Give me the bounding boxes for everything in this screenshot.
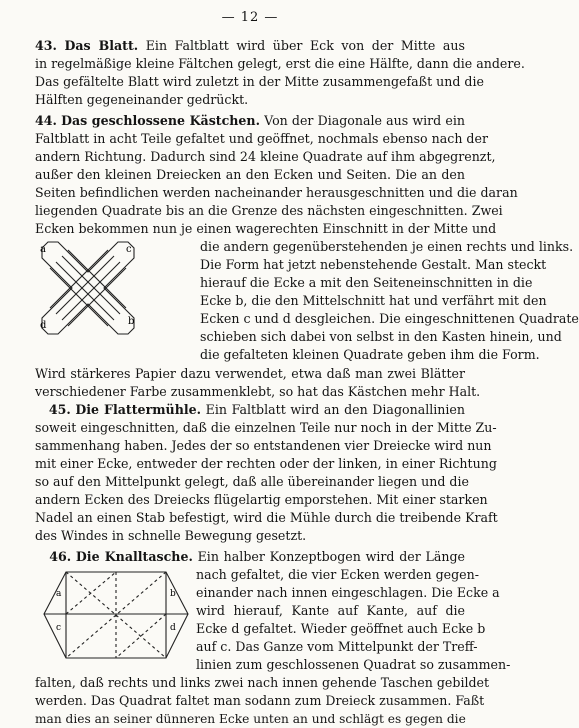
s43-line-4: Hälften gegeneinander gedrückt. xyxy=(35,92,249,107)
s43-number: 43. xyxy=(35,38,57,53)
s45-number: 45. xyxy=(48,402,71,417)
fig44-label-d: d xyxy=(40,320,47,331)
s44-line-10: hierauf die Ecke a mit den Seiteneinschnitten in die xyxy=(200,275,533,290)
s45-line-8: des Windes in schnelle Bewegung gesetzt. xyxy=(35,528,307,543)
fig46-label-c: c xyxy=(56,623,62,633)
s45-line-3: sammenhang haben. Jedes der so entstandenen vier Dreiecke wird nun xyxy=(35,438,492,453)
s46-line-10: man dies an seiner dünneren Ecke unten an und schlägt es gegen die xyxy=(35,712,466,726)
s43-line-1: 43. Das Blatt. Ein Faltblatt wird über Eck von der Mitte aus xyxy=(35,38,465,53)
s44-line-4: außer den kleinen Dreiecken an den Ecken und Seiten. Die an den xyxy=(35,167,465,182)
fig44-label-b: b xyxy=(128,316,135,327)
s46-line-7: linien zum geschlossenen Quadrat so zusammen- xyxy=(196,657,511,672)
s45-line-7: Nadel an einen Stab befestigt, wird die Mühle durch die treibende Kraft xyxy=(35,510,498,525)
page-number: — 12 — xyxy=(221,10,279,25)
s44-line-2: Faltblatt in acht Teile gefaltet und geöffnet, nochmals ebenso nach der xyxy=(35,131,488,146)
s45-line-5: so auf den Mittelpunkt gelegt, daß alle übereinander liegen und die xyxy=(35,474,469,489)
s46-line-5: Ecke d gefaltet. Wieder geöffnet auch Ecke b xyxy=(196,621,486,636)
s46-line-4: wird hierauf, Kante auf Kante, auf die xyxy=(196,603,465,618)
s44-line-14: die gefalteten kleinen Quadrate geben ihm die Form. xyxy=(200,347,540,362)
s43-line-3: Das gefältelte Blatt wird zuletzt in der Mitte zusammengefaßt und die xyxy=(35,74,484,89)
s44-line-5: Seiten befindlichen werden nacheinander herausgeschnitten und die daran xyxy=(35,185,518,200)
s44-line-8: die andern gegenüberstehenden je einen rechts und links. xyxy=(200,239,574,254)
s44-line-16: verschiedener Farbe zusammenklebt, so hat das Kästchen mehr Halt. xyxy=(35,384,481,399)
s45-line-2: soweit eingeschnitten, daß die einzelnen Teile nur noch in der Mitte Zu- xyxy=(35,420,497,435)
s44-line-6: liegenden Quadrate bis an die Grenze des nächsten eingeschnitten. Zwei xyxy=(35,203,503,218)
s44-number: 44. xyxy=(35,113,57,128)
s46-number: 46. xyxy=(49,549,72,564)
s46-line-8: falten, daß rechts und links zwei nach innen gehende Taschen gebildet xyxy=(35,675,490,690)
s44-title: Das geschlossene Kästchen. xyxy=(61,113,260,128)
s46-title: Die Knalltasche. xyxy=(75,549,193,564)
s44-line-15: Wird stärkeres Papier dazu verwendet, etwa daß man zwei Blätter xyxy=(35,366,465,381)
fig44-label-a: a xyxy=(40,244,46,255)
s44-line-11: Ecke b, die den Mittelschnitt hat und verfährt mit den xyxy=(200,293,547,308)
s43-line-2: in regelmäßige kleine Fältchen gelegt, erst die eine Hälfte, dann die andere. xyxy=(35,56,525,71)
fig46-label-d: d xyxy=(170,623,176,633)
s45-line-6: andern Ecken des Dreiecks flügelartig emporstehen. Mit einer starken xyxy=(35,492,488,507)
s43-title: Das Blatt. xyxy=(64,38,139,53)
s46-line-3: einander nach innen eingeschlagen. Die Ecke a xyxy=(196,585,500,600)
s44-line-12: Ecken c und d desgleichen. Die eingeschnittenen Quadrate xyxy=(200,311,579,326)
s45-line-1: 45. Die Flattermühle. Ein Faltblatt wird an den Diagonallinien xyxy=(48,402,465,417)
knall-tasche-figure xyxy=(40,566,192,666)
s46-line-9: werden. Das Quadrat faltet man sodann zum Dreieck zusammen. Faßt xyxy=(35,693,485,708)
s44-line-9: Die Form hat jetzt nebenstehende Gestalt. Man steckt xyxy=(200,257,547,272)
box-cutout-figure xyxy=(38,238,138,338)
fig46-label-a: a xyxy=(56,589,62,599)
s46-line-1: 46. Die Knalltasche. Ein halber Konzeptbogen wird der Länge xyxy=(49,549,465,564)
s44-line-13: schieben sich dabei von selbst in den Kasten hinein, und xyxy=(200,329,562,344)
s44-line-7: Ecken bekommen nun je einen wagerechten Einschnitt in der Mitte und xyxy=(35,221,497,236)
s45-line-4: mit einer Ecke, entweder der rechten oder der linken, in einer Richtung xyxy=(35,456,497,471)
fig44-label-c: c xyxy=(126,244,132,255)
s45-title: Die Flattermühle. xyxy=(75,402,202,417)
fig46-label-b: b xyxy=(170,589,176,599)
s44-line-3: andern Richtung. Dadurch sind 24 kleine Quadrate auf ihm abgegrenzt, xyxy=(35,149,496,164)
s46-line-6: auf c. Das Ganze vom Mittelpunkt der Treff- xyxy=(196,639,478,654)
s46-line-2: nach gefaltet, die vier Ecken werden gegen- xyxy=(196,567,479,582)
s44-line-1: 44. Das geschlossene Kästchen. Von der Diagonale aus wird ein xyxy=(35,113,465,128)
